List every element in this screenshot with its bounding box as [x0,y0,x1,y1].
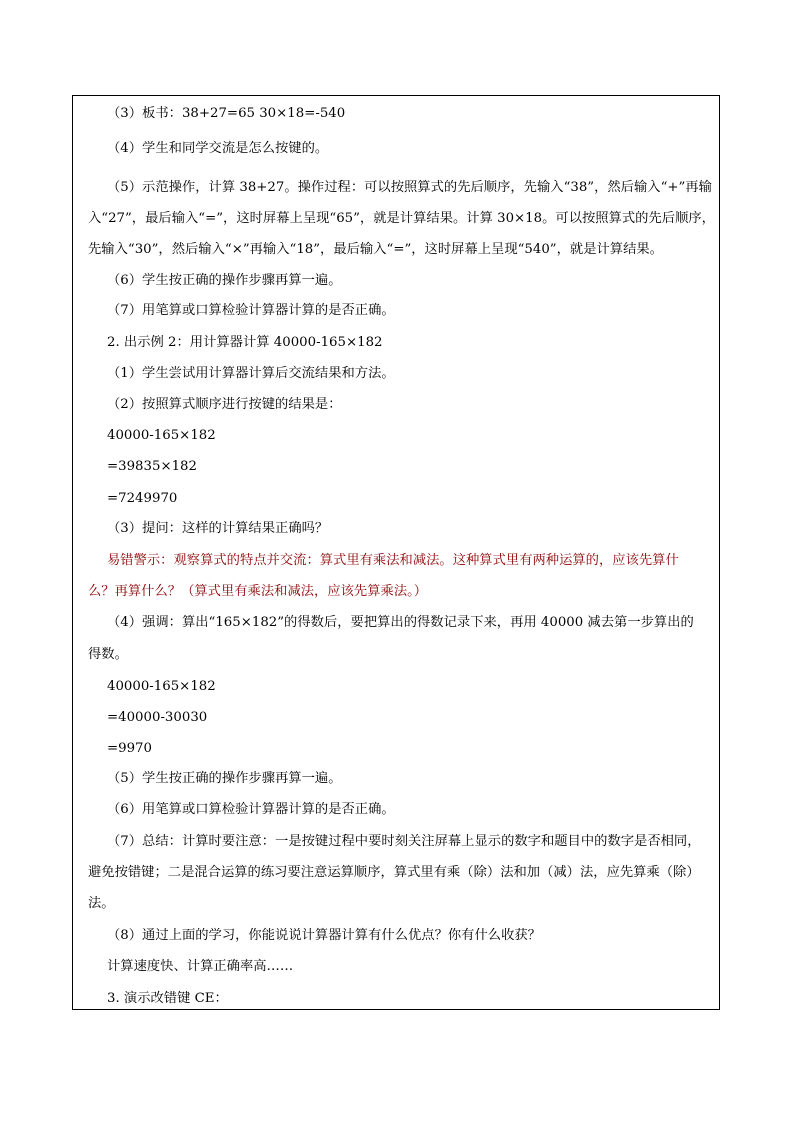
text-line-7: （7）用笔算或口算检验计算器计算的是否正确。 [107,303,395,318]
equation-line: 40000-165×182 [107,428,216,443]
summary-line-1: （7）总结：计算时要注意：一是按键过程中要时刻关注屏幕上显示的数字和题目中的数字是否相同， [107,834,701,849]
text-line-17: （4）强调：算出“165×182”的得数后，要把算出的得数记录下来，再用 40000 减去第一步算出的 [107,615,694,630]
text-line-5: 先输入“30”，然后输入“×”再输入“18”，最后输入“=”，这时屏幕上呈现“540”，就是计算结果。 [88,242,663,257]
equation-line: =40000-30030 [107,710,208,725]
text-line-22: （5）学生按正确的操作步骤再算一遍。 [107,771,342,786]
text-line-18: 得数。 [88,647,128,662]
equation-line: =39835×182 [107,459,197,474]
summary-line-3: 法。 [88,896,115,911]
text-line-9: （1）学生尝试用计算器计算后交流结果和方法。 [107,366,395,381]
text-line-1: （3）板书：38+27=65 30×18=-540 [107,106,346,121]
text-line-2: （4）学生和同学交流是怎么按键的。 [107,141,329,156]
equation-line: =7249970 [107,491,178,506]
text-line-23: （6）用笔算或口算检验计算器计算的是否正确。 [107,802,395,817]
equation-line: 40000-165×182 [107,679,216,694]
text-line-4: 入“27”，最后输入“=”，这时屏幕上呈现“65”，就是计算结果。计算 30×18。可以按照算式的先后顺序， [88,211,715,226]
warning-line-2: 么？再算什么？（算式里有乘法和减法，应该先算乘法。） [88,584,428,599]
text-line-28: 计算速度快、计算正确率高…… [107,959,294,974]
text-line-6: （6）学生按正确的操作步骤再算一遍。 [107,273,342,288]
text-line-10: （2）按照算式顺序进行按键的结果是： [107,397,342,412]
equation-line: =9970 [107,741,152,756]
summary-line-2: 避免按错键；二是混合运算的练习要注意运算顺序，算式里有乘（除）法和加（减）法，应先算乘（除） [88,865,700,880]
text-line-27: （8）通过上面的学习，你能说说计算器计算有什么优点？你有什么收获？ [107,928,541,943]
text-line-3: （5）示范操作，计算 38+27。操作过程：可以按照算式的先后顺序，先输入“38”，然后输入“+”再输 [107,180,712,195]
section-3-heading: 3. 演示改错键 CE： [107,991,228,1006]
example-2-heading: 2. 出示例 2：用计算器计算 40000-165×182 [107,335,383,350]
text-line-14: （3）提问：这样的计算结果正确吗？ [107,521,329,536]
warning-line-1: 易错警示：观察算式的特点并交流：算式里有乘法和减法。这种算式里有两种运算的，应该先算什 [107,553,679,568]
